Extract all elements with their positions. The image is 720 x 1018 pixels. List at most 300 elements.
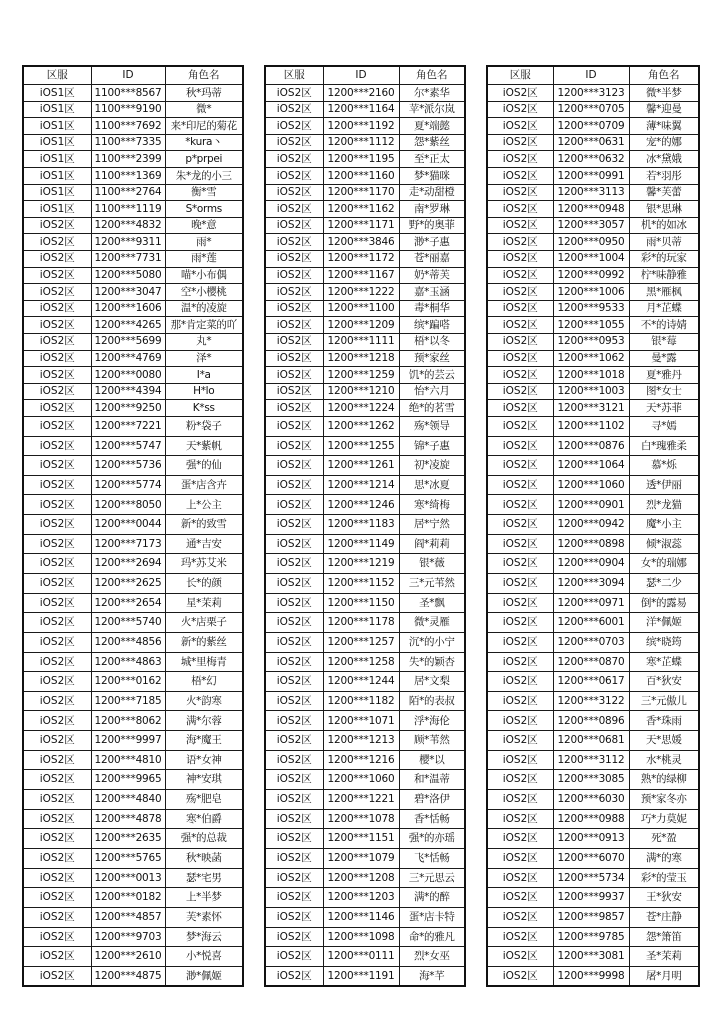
cell-server: iOS2区	[487, 947, 553, 967]
cell-role-name: 屠*月明	[629, 966, 699, 986]
cell-server: iOS2区	[23, 907, 91, 927]
cell-id: 1200***3113	[553, 184, 629, 201]
cell-role-name: 曼*露	[629, 350, 699, 367]
table-row	[265, 350, 465, 367]
cell-id: 1200***9965	[91, 770, 165, 790]
cell-server: iOS2区	[487, 217, 553, 234]
cell-server: iOS2区	[487, 927, 553, 947]
table-row	[265, 416, 465, 436]
cell-role-name: 梧*以冬	[399, 333, 465, 350]
cell-server: iOS2区	[23, 300, 91, 317]
table-row	[23, 101, 243, 118]
cell-role-name: 彩*的玩家	[629, 250, 699, 267]
cell-role-name: 柠*味静雅	[629, 267, 699, 284]
cell-id: 1200***0617	[553, 672, 629, 692]
table-row	[487, 333, 699, 350]
cell-role-name: 浮*海伦	[399, 711, 465, 731]
cell-role-name: K*ss	[165, 400, 243, 417]
cell-server: iOS2区	[23, 534, 91, 554]
cell-server: iOS2区	[487, 416, 553, 436]
cell-role-name: 图*女士	[629, 383, 699, 400]
table-row	[23, 184, 243, 201]
table-row	[487, 829, 699, 849]
cell-id: 1100***1369	[91, 167, 165, 184]
cell-server: iOS2区	[265, 300, 323, 317]
cell-role-name: 银*莓	[629, 333, 699, 350]
table-row	[23, 515, 243, 535]
cell-server: iOS2区	[23, 574, 91, 594]
cell-server: iOS2区	[23, 515, 91, 535]
table-row	[23, 652, 243, 672]
cell-id: 1200***3057	[553, 217, 629, 234]
table-row	[265, 613, 465, 633]
cell-id: 1200***1222	[323, 284, 399, 301]
cell-server: iOS2区	[265, 267, 323, 284]
cell-role-name: 朱*龙的小三	[165, 167, 243, 184]
cell-id: 1200***4769	[91, 350, 165, 367]
cell-server: iOS2区	[265, 475, 323, 495]
table-row	[487, 217, 699, 234]
table-row	[265, 495, 465, 515]
cell-role-name: 慕*烁	[629, 456, 699, 476]
table-row	[487, 554, 699, 574]
cell-server: iOS2区	[265, 350, 323, 367]
table-row	[265, 134, 465, 151]
cell-role-name: 苹*派尔岚	[399, 101, 465, 118]
table-row	[23, 267, 243, 284]
cell-server: iOS2区	[487, 731, 553, 751]
cell-role-name: 蛋*店含卉	[165, 475, 243, 495]
cell-role-name: 泽*	[165, 350, 243, 367]
cell-role-name: 水*桃灵	[629, 750, 699, 770]
cell-id: 1200***1150	[323, 593, 399, 613]
cell-id: 1200***1244	[323, 672, 399, 692]
cell-id: 1200***3094	[553, 574, 629, 594]
cell-role-name: 银*思琳	[629, 201, 699, 218]
cell-server: iOS2区	[23, 691, 91, 711]
cell-server: iOS1区	[23, 101, 91, 118]
cell-role-name: 陌*的表叔	[399, 691, 465, 711]
table-row	[487, 118, 699, 135]
cell-id: 1200***9997	[91, 731, 165, 751]
table-row	[265, 534, 465, 554]
table-row	[23, 400, 243, 417]
cell-role-name: 馨*迎曼	[629, 101, 699, 118]
table-row	[23, 593, 243, 613]
table-row	[23, 770, 243, 790]
cell-role-name: 那*肯定菜的吖	[165, 317, 243, 334]
cell-server: iOS2区	[265, 515, 323, 535]
cell-id: 1200***5774	[91, 475, 165, 495]
cell-role-name: 嘉*玉涵	[399, 284, 465, 301]
table-row	[487, 515, 699, 535]
cell-role-name: 天*思媛	[629, 731, 699, 751]
cell-server: iOS2区	[23, 383, 91, 400]
cell-id: 1200***6070	[553, 848, 629, 868]
table-row	[487, 456, 699, 476]
cell-server: iOS2区	[265, 333, 323, 350]
table-row	[487, 632, 699, 652]
cell-role-name: 熟*的绿柳	[629, 770, 699, 790]
table-row	[487, 184, 699, 201]
cell-server: iOS2区	[23, 350, 91, 367]
cell-role-name: 不*的诗婧	[629, 317, 699, 334]
cell-server: iOS2区	[23, 652, 91, 672]
cell-role-name: 思*冰夏	[399, 475, 465, 495]
table-row	[23, 829, 243, 849]
cell-id: 1200***3122	[553, 691, 629, 711]
cell-server: iOS2区	[487, 907, 553, 927]
table-row	[23, 691, 243, 711]
table-row	[265, 284, 465, 301]
cell-role-name: 喵*小布偶	[165, 267, 243, 284]
cell-server: iOS2区	[487, 790, 553, 810]
cell-role-name: 天*紫帆	[165, 436, 243, 456]
table-row	[487, 652, 699, 672]
cell-server: iOS2区	[487, 400, 553, 417]
cell-id: 1200***1149	[323, 534, 399, 554]
cell-id: 1200***1606	[91, 300, 165, 317]
table-row	[23, 250, 243, 267]
cell-role-name: 命*的雅凡	[399, 927, 465, 947]
cell-role-name: 初*凌旋	[399, 456, 465, 476]
cell-role-name: 梧*幻	[165, 672, 243, 692]
cell-server: iOS2区	[23, 809, 91, 829]
cell-server: iOS2区	[487, 809, 553, 829]
cell-id: 1200***0632	[553, 151, 629, 168]
cell-role-name: 来*印尼的菊花	[165, 118, 243, 135]
table-row	[23, 350, 243, 367]
cell-server: iOS2区	[487, 101, 553, 118]
cell-id: 1200***1182	[323, 691, 399, 711]
cell-role-name: 馨*芙蕾	[629, 184, 699, 201]
cell-id: 1200***5699	[91, 333, 165, 350]
cell-role-name: 居*文梨	[399, 672, 465, 692]
table-header-row	[265, 66, 465, 85]
cell-server: iOS2区	[487, 632, 553, 652]
table-row	[265, 383, 465, 400]
cell-id: 1200***1170	[323, 184, 399, 201]
header-id: ID	[323, 66, 399, 85]
cell-id: 1200***1004	[553, 250, 629, 267]
cell-role-name: 神*安琪	[165, 770, 243, 790]
cell-id: 1200***5736	[91, 456, 165, 476]
cell-id: 1200***0971	[553, 593, 629, 613]
table-row	[487, 534, 699, 554]
cell-role-name: 三*元傲儿	[629, 691, 699, 711]
cell-id: 1200***1172	[323, 250, 399, 267]
cell-server: iOS2区	[487, 367, 553, 384]
cell-server: iOS2区	[487, 456, 553, 476]
cell-role-name: H*lo	[165, 383, 243, 400]
cell-id: 1100***8567	[91, 85, 165, 102]
table-row	[487, 234, 699, 251]
cell-id: 1200***1221	[323, 790, 399, 810]
cell-server: iOS2区	[487, 888, 553, 908]
cell-id: 1200***0904	[553, 554, 629, 574]
table-row	[23, 495, 243, 515]
table-row	[265, 317, 465, 334]
table-row	[487, 85, 699, 102]
table-row	[23, 284, 243, 301]
cell-role-name: 白*瑰雅柔	[629, 436, 699, 456]
table-row	[265, 868, 465, 888]
cell-role-name: 海*芊	[399, 966, 465, 986]
table-row	[23, 151, 243, 168]
cell-role-name: 梦*猫咪	[399, 167, 465, 184]
cell-server: iOS2区	[23, 947, 91, 967]
cell-role-name: 银*薇	[399, 554, 465, 574]
cell-server: iOS2区	[23, 554, 91, 574]
table-row	[23, 118, 243, 135]
cell-id: 1200***9311	[91, 234, 165, 251]
cell-role-name: 居*宁然	[399, 515, 465, 535]
cell-server: iOS2区	[23, 731, 91, 751]
cell-id: 1200***0111	[323, 947, 399, 967]
table-row	[23, 750, 243, 770]
cell-id: 1200***3121	[553, 400, 629, 417]
cell-role-name: 火*店栗子	[165, 613, 243, 633]
cell-id: 1200***0991	[553, 167, 629, 184]
cell-id: 1200***1224	[323, 400, 399, 417]
table-row	[265, 809, 465, 829]
table-row	[23, 167, 243, 184]
table-row	[23, 456, 243, 476]
cell-server: iOS2区	[265, 201, 323, 218]
table-row	[487, 400, 699, 417]
cell-server: iOS2区	[23, 829, 91, 849]
cell-server: iOS2区	[487, 250, 553, 267]
table-row	[23, 868, 243, 888]
cell-server: iOS2区	[265, 367, 323, 384]
table-row	[265, 947, 465, 967]
cell-id: 1200***1219	[323, 554, 399, 574]
cell-role-name: 夏*雅丹	[629, 367, 699, 384]
table-row	[265, 515, 465, 535]
cell-id: 1200***1258	[323, 652, 399, 672]
cell-role-name: 南*罗琳	[399, 201, 465, 218]
cell-role-name: S*orms	[165, 201, 243, 218]
cell-id: 1200***1006	[553, 284, 629, 301]
cell-id: 1100***7335	[91, 134, 165, 151]
table-row	[265, 927, 465, 947]
header-server: 区服	[23, 66, 91, 85]
cell-role-name: 空*小樱桃	[165, 284, 243, 301]
cell-role-name: 死*盈	[629, 829, 699, 849]
table-row	[23, 416, 243, 436]
cell-role-name: 强*的总裁	[165, 829, 243, 849]
cell-server: iOS2区	[265, 593, 323, 613]
header-role-name: 角色名	[629, 66, 699, 85]
cell-server: iOS2区	[487, 495, 553, 515]
cell-server: iOS2区	[487, 118, 553, 135]
cell-role-name: 香*恬畅	[399, 809, 465, 829]
table-row	[487, 770, 699, 790]
header-role-name: 角色名	[399, 66, 465, 85]
cell-role-name: 倾*淑蕊	[629, 534, 699, 554]
cell-server: iOS1区	[23, 184, 91, 201]
cell-server: iOS2区	[487, 868, 553, 888]
cell-server: iOS2区	[23, 456, 91, 476]
cell-id: 1200***0896	[553, 711, 629, 731]
cell-id: 1200***0913	[553, 829, 629, 849]
cell-server: iOS2区	[265, 829, 323, 849]
cell-server: iOS2区	[265, 652, 323, 672]
cell-role-name: 温*的凌旋	[165, 300, 243, 317]
table-row	[265, 217, 465, 234]
cell-id: 1200***3085	[553, 770, 629, 790]
cell-id: 1200***1071	[323, 711, 399, 731]
table-row	[487, 672, 699, 692]
cell-server: iOS2区	[487, 966, 553, 986]
cell-role-name: 宠*的娜	[629, 134, 699, 151]
cell-id: 1200***1178	[323, 613, 399, 633]
cell-server: iOS2区	[23, 495, 91, 515]
cell-server: iOS2区	[265, 966, 323, 986]
cell-server: iOS2区	[487, 167, 553, 184]
cell-server: iOS2区	[487, 574, 553, 594]
cell-server: iOS2区	[265, 888, 323, 908]
table-row	[265, 711, 465, 731]
table-row	[487, 495, 699, 515]
table-row	[265, 367, 465, 384]
cell-role-name: 新*的致雪	[165, 515, 243, 535]
cell-id: 1200***1003	[553, 383, 629, 400]
cell-server: iOS2区	[23, 888, 91, 908]
cell-server: iOS2区	[23, 436, 91, 456]
cell-role-name: 满*的寒	[629, 848, 699, 868]
table-row	[265, 790, 465, 810]
cell-id: 1200***6001	[553, 613, 629, 633]
cell-role-name: 樱*以	[399, 750, 465, 770]
cell-server: iOS2区	[265, 927, 323, 947]
table-row	[23, 731, 243, 751]
cell-id: 1200***1203	[323, 888, 399, 908]
table-row	[23, 672, 243, 692]
cell-role-name: 怡*六月	[399, 383, 465, 400]
cell-server: iOS2区	[23, 790, 91, 810]
table-row	[487, 350, 699, 367]
cell-server: iOS2区	[487, 134, 553, 151]
cell-role-name: 薄*味翼	[629, 118, 699, 135]
cell-role-name: 微*半梦	[629, 85, 699, 102]
cell-id: 1200***1064	[553, 456, 629, 476]
cell-server: iOS2区	[23, 593, 91, 613]
cell-role-name: 飞*恬畅	[399, 848, 465, 868]
cell-id: 1200***2610	[91, 947, 165, 967]
header-role-name: 角色名	[165, 66, 243, 85]
winners-table-left	[22, 65, 244, 987]
cell-id: 1200***0870	[553, 652, 629, 672]
table-row	[265, 151, 465, 168]
cell-server: iOS2区	[265, 574, 323, 594]
cell-id: 1200***9937	[553, 888, 629, 908]
cell-server: iOS2区	[487, 672, 553, 692]
cell-role-name: 微*灵雁	[399, 613, 465, 633]
cell-id: 1200***0876	[553, 436, 629, 456]
cell-role-name: 寒*芷蝶	[629, 652, 699, 672]
cell-server: iOS2区	[23, 475, 91, 495]
cell-id: 1200***1214	[323, 475, 399, 495]
cell-id: 1200***1112	[323, 134, 399, 151]
table-row	[265, 632, 465, 652]
cell-id: 1200***0703	[553, 632, 629, 652]
table-row	[487, 574, 699, 594]
cell-server: iOS2区	[265, 495, 323, 515]
cell-id: 1200***0953	[553, 333, 629, 350]
cell-id: 1200***7173	[91, 534, 165, 554]
cell-role-name: 夏*端懿	[399, 118, 465, 135]
cell-role-name: 至*正太	[399, 151, 465, 168]
cell-role-name: *kura丶	[165, 134, 243, 151]
cell-role-name: 上*公主	[165, 495, 243, 515]
table-row	[23, 85, 243, 102]
cell-role-name: 阎*莉莉	[399, 534, 465, 554]
cell-server: iOS2区	[487, 383, 553, 400]
cell-role-name: 缤*晓筠	[629, 632, 699, 652]
table-row	[23, 317, 243, 334]
cell-id: 1200***1098	[323, 927, 399, 947]
cell-role-name: 尔*素华	[399, 85, 465, 102]
cell-server: iOS2区	[23, 416, 91, 436]
cell-role-name: 走*动甜橙	[399, 184, 465, 201]
table-row	[487, 475, 699, 495]
cell-role-name: 衡*雪	[165, 184, 243, 201]
cell-id: 1200***0705	[553, 101, 629, 118]
cell-server: iOS2区	[265, 868, 323, 888]
cell-id: 1200***4875	[91, 966, 165, 986]
cell-role-name: 月*芷蝶	[629, 300, 699, 317]
cell-role-name: 苍*丽嘉	[399, 250, 465, 267]
cell-id: 1200***1152	[323, 574, 399, 594]
cell-id: 1100***2399	[91, 151, 165, 168]
cell-role-name: 怨*紫丝	[399, 134, 465, 151]
cell-role-name: 雨*莲	[165, 250, 243, 267]
cell-server: iOS1区	[23, 201, 91, 218]
cell-server: iOS2区	[23, 267, 91, 284]
cell-role-name: 粉*袋子	[165, 416, 243, 436]
cell-server: iOS2区	[265, 184, 323, 201]
cell-role-name: 洋*佩姬	[629, 613, 699, 633]
cell-server: iOS2区	[265, 554, 323, 574]
table-row	[265, 400, 465, 417]
cell-server: iOS2区	[265, 284, 323, 301]
cell-id: 1200***3112	[553, 750, 629, 770]
cell-role-name: 失*的颖杏	[399, 652, 465, 672]
cell-id: 1200***1102	[553, 416, 629, 436]
table-row	[23, 711, 243, 731]
cell-role-name: 苍*庄静	[629, 907, 699, 927]
cell-role-name: 渺*佩姬	[165, 966, 243, 986]
cell-id: 1200***1262	[323, 416, 399, 436]
table-row	[487, 711, 699, 731]
cell-server: iOS2区	[487, 284, 553, 301]
table-row	[487, 868, 699, 888]
table-row	[23, 927, 243, 947]
cell-id: 1200***1078	[323, 809, 399, 829]
cell-role-name: 秋*玛蒂	[165, 85, 243, 102]
cell-id: 1200***4856	[91, 632, 165, 652]
cell-id: 1200***8062	[91, 711, 165, 731]
cell-role-name: 顾*苇然	[399, 731, 465, 751]
cell-role-name: 三*元苇然	[399, 574, 465, 594]
cell-server: iOS2区	[23, 711, 91, 731]
table-row	[487, 267, 699, 284]
cell-role-name: 女*的瑞娜	[629, 554, 699, 574]
cell-role-name: 雨*贝蒂	[629, 234, 699, 251]
table-row	[487, 300, 699, 317]
cell-server: iOS2区	[265, 456, 323, 476]
